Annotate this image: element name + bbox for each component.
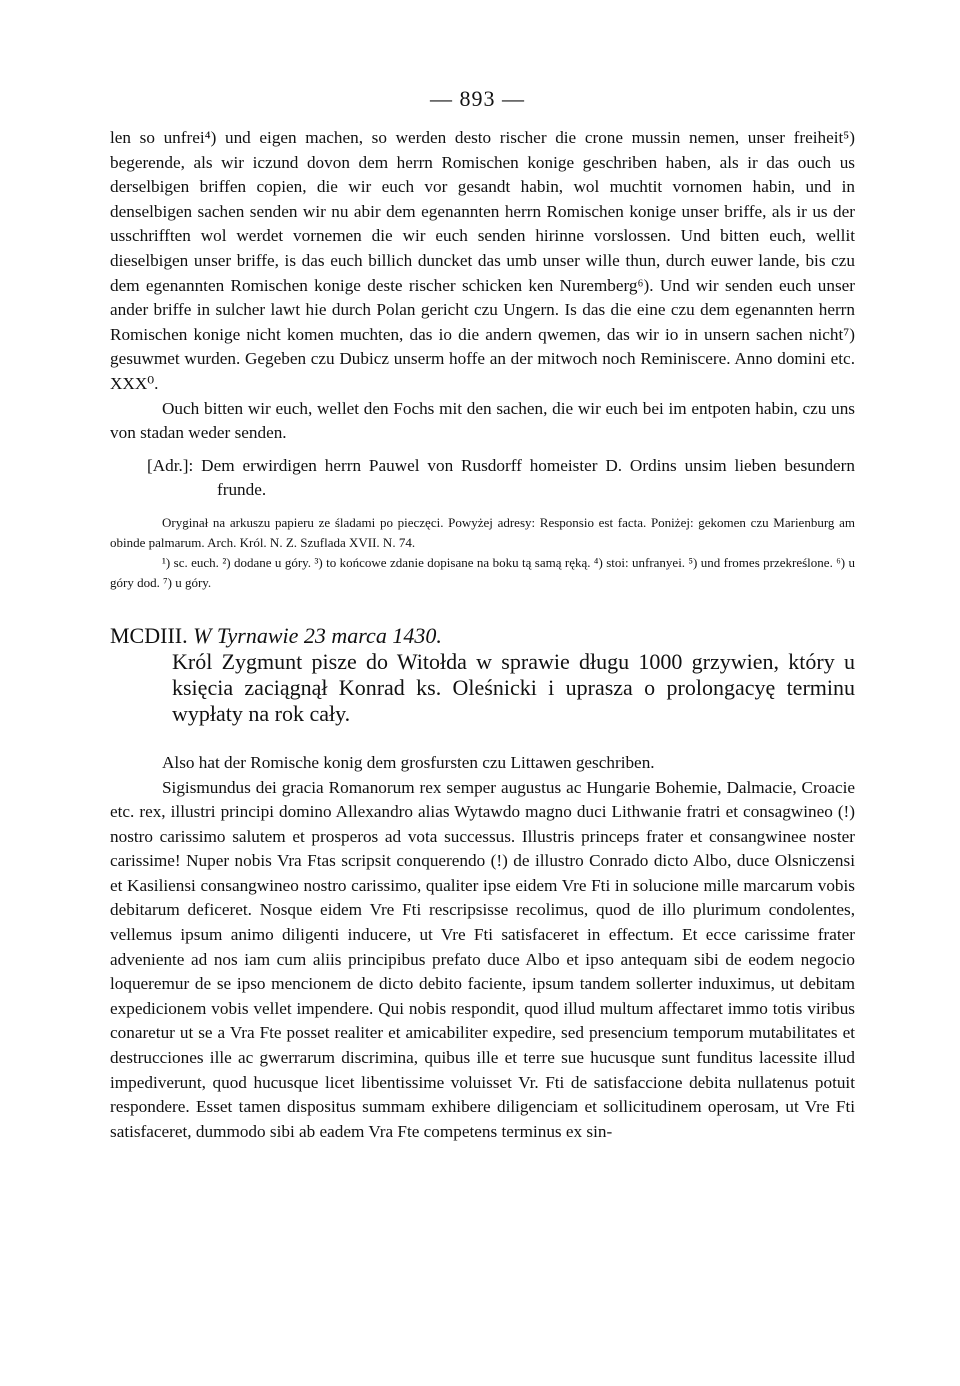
document-date-place: W Tyrnawie 23 marca 1430. xyxy=(193,622,442,648)
page-number: — 893 — xyxy=(430,86,525,111)
footnote-source: Oryginał na arkuszu papieru ze śladami po pieczęci. Powyżej adresy: Responsio est facta. Poniżej: gekomen czu Marienburg am obinde palmarum. Arch. Król. N. Z. Szuflada XVII. N. 74. xyxy=(110,514,855,550)
letter-address: [Adr.]: Dem erwirdigen herrn Pauwel von Rusdorff homeister D. Ordins unsim lieben besundern frunde. xyxy=(147,455,855,500)
document-intro-paragraph: Also hat der Romische konig dem grosfursten czu Littawen geschriben. xyxy=(162,752,655,772)
footnote-list: ¹) sc. euch. ²) dodane u góry. ³) to końcowe zdanie dopisane na boku tą samą ręką. ⁴) stoi: unfranyei. ⁵) und fromes przekreślone. ⁶) u góry dod. ⁷) u góry. xyxy=(110,554,855,590)
document-heading xyxy=(110,623,855,649)
page xyxy=(110,86,855,1144)
footnotes xyxy=(110,513,855,593)
document-main-paragraph: Sigismundus dei gracia Romanorum rex semper augustus ac Hungarie Bohemie, Dalmacie, Croacie etc. rex, illustri principi domino Allexandro alias Wytawdo magno duci Lithwanie fratri et consagwineo (!) nostro carissimo salutem et prosperos ad vota successus. Illustris princeps frater et consangwinee noster carissime! Nuper nobis Vra Ftas scripsit conquerendo (!) de illustro Conrado dicto Albo, duce Olsniczensi et Kasiliensi consangwineo nostro carissimo, qualiter ipse eidem Vre Fti in solucione mille marcarum vobis debitarum deficeret. Nosque eidem Vre Fti rescripsisse recolimus, quod de illo plurimum condolentes, vellemus ipsum animo diligenti inducere, ut Vre Fti satisfaceret in effectum. Et ecce carissime frater adveniente ad nos iam cum aliis principibus prefato duce Albo et ipso antequam sibi de eodem negocio loqueremur de se ipso mencionem de dicto debito faciente, ipsum tandem sollerter induximus, ut debitam expedicionem vobis vellet impendere. Qui nobis respondit, quod illud multum affectaret immo totis viribus conaretur ut se a Vra Fte posset realiter et amicabiliter expedire, sed presencium temporum mutabilitates et destrucciones ille ac gwerrarum discrimina, quibus ille et terre sue hucusque sunt funditus lacessite illud impediverunt, quod hucusque licet libentissime voluisset Vr. Fti de satisfaccione debita nullatenus potuit respondere. Esset tamen dispositus summam exhibere diligenciam et sollicitudinem operosam, ut Vre Fti satisfaceret, dummodo sibi ab eadem Vra Fte competens terminus ex sin- xyxy=(110,777,855,1141)
letter-body xyxy=(110,126,855,446)
document-summary: Król Zygmunt pisze do Witołda w sprawie długu 1000 grzywien, który u księcia zaciągnął Konrad ks. Oleśnicki i uprasza o prolongacyę terminu wypłaty na rok cały. xyxy=(172,648,855,726)
document-body xyxy=(110,751,855,1145)
letter-main-paragraph: len so unfrei⁴) und eigen machen, so werden desto rischer die crone mussin nemen, unser freiheit⁵) begerende, als wir iczund dovon dem herrn Romischen konige geschriben haben, als ir das ouch us derselbigen briffen copien, die wir euch vor gesandt habin, wol muchtit vornomen habin, und in denselbigen sachen senden wir nu abir dem egenannten herrn Romischen konige unser briffe, als ir us der usschrifften wol werdet vornemen die wir euch senden hirinne vorslossen. Und bitten euch, wellit dieselbigen unser briffe, is das euch billich duncket das umb unser wille thun, durch euwer lande, bis czu dem egenannten Romischen konige deste rischer schicken ken Nuremberg⁶). Und wir senden euch unser ander briffe in sulcher lawt hie durch Polan gericht czu Ungern. Is das die eine czu dem egenannten herrn Romischen konige nicht komen muchten, das io die andern qwemen, das wir io in unsern sachen nicht⁷) gesuwmet wurden. Gegeben czu Dubicz unserm hoffe an der mitwoch noch Reminiscere. Anno domini etc. XXX⁰. xyxy=(110,128,855,393)
document-number: MCDIII. xyxy=(110,622,188,648)
letter-postscript-paragraph: Ouch bitten wir euch, wellet den Fochs mit den sachen, die wir euch bei im entpoten habin, czu uns von stadan weder senden. xyxy=(110,398,855,443)
